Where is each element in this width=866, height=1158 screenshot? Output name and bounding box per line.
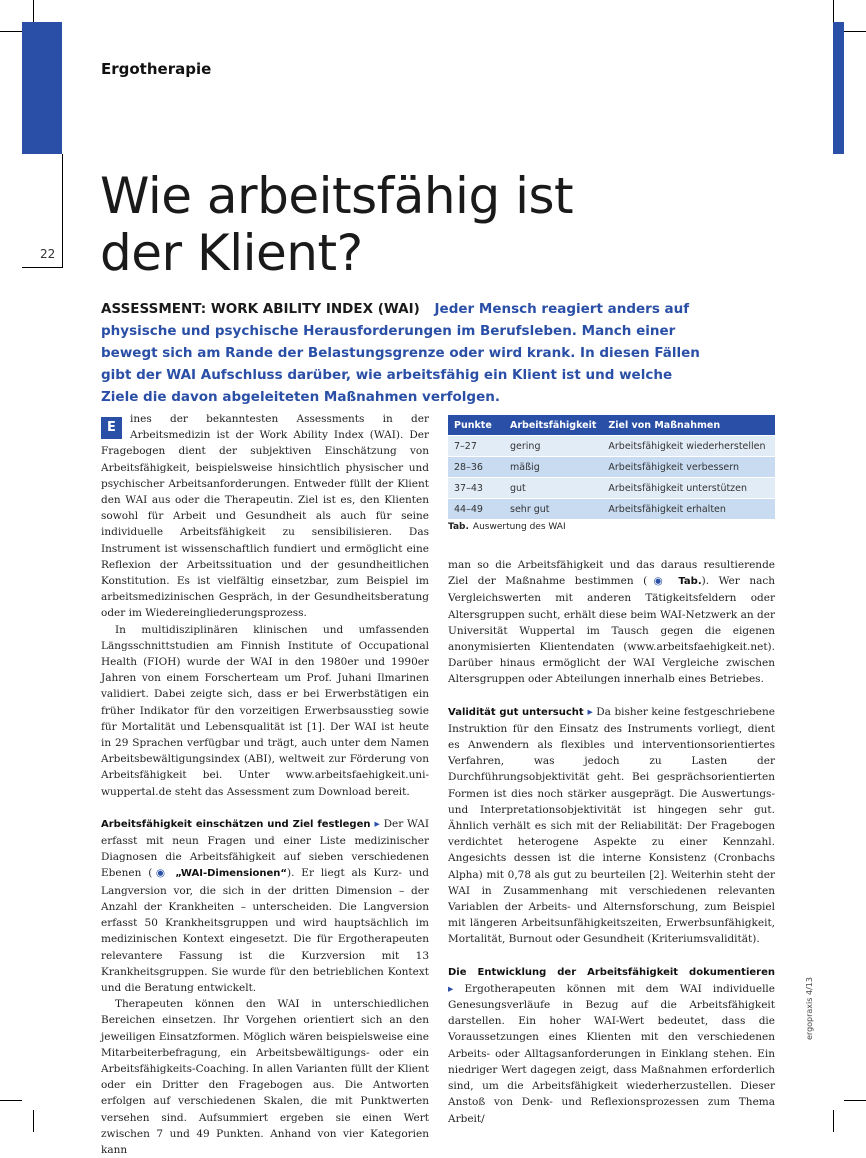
body-column-right (448, 557, 775, 1127)
eye-arrow-icon: ◉ (647, 575, 679, 588)
table-header-cell: Ziel von Maßnahmen (602, 415, 775, 436)
journal-issue-label: ergopraxis 4/13 (805, 977, 814, 1040)
paragraph (448, 557, 775, 688)
cross-reference[interactable]: „WAI-Dimensionen“ (175, 868, 287, 880)
paragraph (448, 704, 775, 948)
table-row (448, 457, 775, 478)
paragraph-text: ). Wer nach Vergleichswerten mit anderen Tätigkeitsfeldern oder Altersgruppen sucht, erhält diese beim WAI-Netzwerk an der Universität Wuppertal im Tausch gegen die eigenen anonymisierten Klientendaten (www.arbeitsfaehigkeit.net). Darüber hinaus ermöglicht der WAI Vergleiche zwischen Altersgruppen oder Abteilungen innerhalb eines Betriebes. (448, 575, 776, 686)
crop-mark (844, 1100, 866, 1101)
table-cell: 28–36 (448, 457, 504, 478)
table-cell: 37–43 (448, 478, 504, 499)
chevron-right-icon: ▸ (583, 705, 593, 718)
table-cell: Arbeitsfähigkeit erhalten (602, 499, 775, 520)
paragraph-text: Der WAI erfasst mit neun Fragen und einer Liste medizinischer Diagnosen die Arbeitsfähigkeit auf sieben verschiedenen Ebenen ( (101, 817, 429, 880)
table-row (448, 436, 775, 457)
paragraph (101, 816, 429, 996)
wai-evaluation-table (448, 415, 775, 519)
table-cell: Arbeitsfähigkeit wiederherstellen (602, 436, 775, 457)
body-column-left (101, 411, 429, 1158)
section-label: Ergotherapie (101, 60, 212, 78)
crop-mark (833, 0, 834, 22)
lead-text: Jeder Mensch reagiert anders auf physische und psychische Herausforderungen im Berufsleben. Manch einer bewegt sich am Rande der Belastungsgrenze oder wird krank. In diesen Fällen gibt der WAI Aufschluss darüber, wie arbeitsfähig ein Klient ist und welche Ziele die davon abgeleiteten Maßnahmen verfolgen. (101, 301, 700, 405)
table-cell: mäßig (504, 457, 602, 478)
section-color-bar (22, 22, 62, 154)
paragraph-text: ). Er liegt als Kurz- und Langversion vor, die sich in der dritten Dimension – der Anzahl der Krankheiten – unterscheiden. Die Langversion erfasst 50 Krankheitsgruppen und wird hauptsächlich im medizinischen Kontext eingesetzt. Die für Ergotherapeuten relevantere Fassung ist die Kurzversion mit 13 Krankheitsgruppen. Sie wurde für den betrieblichen Kontext und die Beratung entwickelt. (101, 867, 430, 994)
table-cell: 7–27 (448, 436, 504, 457)
table-row (448, 499, 775, 520)
page-number: 22 (40, 247, 56, 261)
table-cell: Arbeitsfähigkeit unterstützen (602, 478, 775, 499)
table-cell: gering (504, 436, 602, 457)
crop-mark (33, 1110, 34, 1132)
subheading: Arbeitsfähigkeit einschätzen und Ziel festlegen (101, 818, 371, 830)
page-number-rule (22, 267, 63, 268)
table-cell: 44–49 (448, 499, 504, 520)
lead-label: ASSESSMENT: WORK ABILITY INDEX (WAI) (101, 301, 420, 317)
article-title (100, 168, 573, 282)
paragraph: Therapeuten können den WAI in unterschiedlichen Bereichen einsetzen. Ihr Vorgehen orientiert sich an den jeweiligen Einsatzformen. Möglich wären beispielsweise eine Mitarbeiterbefragung, ein Arbeitsbewältigungs- oder ein Arbeitsfähigkeits-Coaching. In allen Varianten füllt der Klient oder ein Dritter den Fragebogen aus. Die Antworten erfolgen auf verschiedenen Skalen, die mit Punktwerten versehen sind. Aufsummiert ergeben sie einen Wert zwischen 7 und 49 Punkten. Anhand von vier Kategorien kann (101, 998, 429, 1156)
drop-cap: E (101, 417, 122, 439)
cross-reference[interactable]: Tab. (678, 576, 702, 588)
paragraph: In multidisziplinären klinischen und umfassenden Längsschnittstudien am Finnish Institute of Occupational Health (FIOH) wurde der WAI in den 1980er und 1990er Jahren von einem Forscherteam um Prof. Juhani Ilmarinen validiert. Dabei zeigte sich, dass er bei Erwerbstätigen ein früher Indikator für den vorzeitigen Erwerbsausstieg sowie für Mortalität und Lebensqualität ist [1]. Der WAI ist heute in 29 Sprachen verfügbar und trägt, auch unter dem Namen Arbeitsbewältigungsindex (ABI), weltweit zur Förderung von Arbeitsfähigkeit bei. Unter www.arbeitsfaehigkeit.uni-wuppertal.de steht das Assessment zum Download bereit. (101, 623, 429, 798)
table-cell: gut (504, 478, 602, 499)
paragraph-text: Ergotherapeuten können mit dem WAI individuelle Genesungsverläufe in Bezug auf die Arbeitsfähigkeit darstellen. Ein hoher WAI-Wert bedeutet, dass die Voraussetzungen eines Klienten mit den verschiedenen Arbeits- oder Alltagsanforderungen in Einklang stehen. Ein niedriger Wert dagegen zeigt, dass Maßnahmen erforderlich sind, um die Arbeitsfähigkeit wiederherzustellen. Dieser Anstoß von Denk- und Reflexionsprozessen zum Thema Arbeit/ (448, 982, 776, 1125)
paragraph-text: man so die Arbeitsfähigkeit und das daraus resultierende Ziel der Maßnahme bestimmen ( (448, 559, 775, 588)
subheading: Validität gut untersucht (448, 706, 584, 718)
table-caption (448, 522, 566, 532)
paragraph-text: Da bisher keine festgeschriebene Instruktion für den Einsatz des Instruments vorliegt, dient es Anwendern als flexibles und interventionsorientiertes Verfahren, was jedoch zu Lasten der Durchführungsobjektivität geht. Bei gesprächsorientierten Formen ist dies noch stärker ausgeprägt. Die Auswertungs- und Interpretationsobjektivität ist hingegen sehr gut. Ähnlich verhält es sich mit der Reliabilität: Der Fragebogen verdichtet heterogene Aspekte zu einer Kennzahl. Angesichts dessen ist die interne Konsistenz (Cronbachs Alpha) mit 0,78 als gut zu beurteilen [2]. Weiterhin steht der WAI in Zusammenhang mit verschiedenen relevanten Variablen der Arbeits- und Alternsforschung, zum Beispiel mit längeren Arbeitsunfähigkeitszeiten, Erwerbsunfähigkeit, Mortalität, Burnout oder Gesundheit (Kriteriumsvalidität). (448, 705, 775, 946)
paragraph (448, 964, 775, 1127)
eye-arrow-icon: ◉ (152, 867, 176, 880)
table-row (448, 478, 775, 499)
chevron-right-icon: ▸ (370, 817, 380, 830)
paragraph (101, 411, 429, 622)
lead-paragraph (101, 298, 701, 408)
crop-mark (0, 31, 22, 32)
caption-text: Auswertung des WAI (472, 522, 566, 532)
title-line-1: Wie arbeitsfähig ist (100, 167, 574, 225)
table-header-row (448, 415, 775, 436)
right-color-bar (833, 22, 844, 154)
crop-mark (844, 31, 866, 32)
subheading: Die Entwicklung der Arbeitsfähigkeit dokumentieren (448, 966, 775, 978)
crop-mark (33, 0, 34, 22)
table-header-cell: Arbeitsfähigkeit (504, 415, 602, 436)
caption-label: Tab. (448, 522, 469, 532)
crop-mark (0, 1100, 22, 1101)
title-line-2: der Klient? (100, 224, 363, 282)
chevron-right-icon: ▸ (448, 982, 454, 995)
table-header-cell: Punkte (448, 415, 504, 436)
table-cell: Arbeitsfähigkeit verbessern (602, 457, 775, 478)
margin-rule (62, 154, 63, 268)
crop-mark (833, 1110, 834, 1132)
table-cell: sehr gut (504, 499, 602, 520)
paragraph-text: ines der bekanntesten Assessments in der Arbeitsmedizin ist der Work Ability Index (WAI). Der Fragebogen dient der subjektiven Einschätzung von Arbeitsfähigkeit, beispielsweise hinsichtlich physischer und psychischer Arbeitsanforderungen. Entweder füllt der Klient den WAI aus oder die Therapeutin. Ziel ist es, den Klienten sowohl für Arbeit und Gesundheit als auch für seine individuelle Arbeitsfähigkeit zu sensibilisieren. Das Instrument ist wissenschaftlich fundiert und ermöglicht eine Reflexion der Arbeitssituation und der gesundheitlichen Konstitution. Es ist vielfältig einsetzbar, zum Beispiel im arbeitsmedizinischen Gespräch, in der Gesundheitsberatung oder im Wiedereingliederungsprozess. (101, 413, 429, 620)
